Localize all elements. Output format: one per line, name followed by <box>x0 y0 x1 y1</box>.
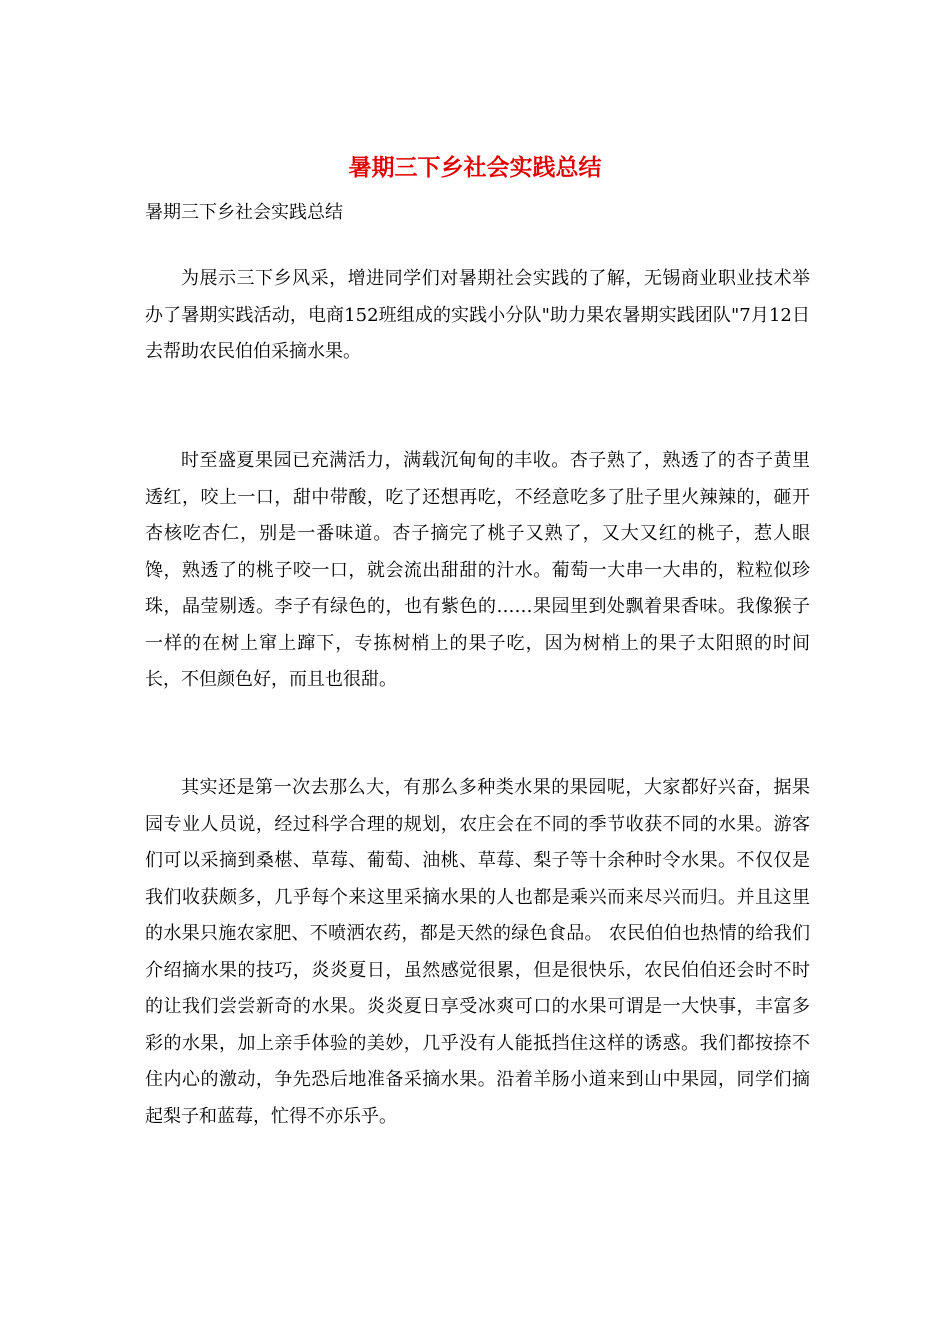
page-title: 暑期三下乡社会实践总结 <box>348 154 602 181</box>
document-subtitle: 暑期三下乡社会实践总结 <box>145 202 343 223</box>
paragraph-orchard: 时至盛夏果园已充满活力，满载沉甸甸的丰收。杏子熟了，熟透了的杏子黄里透红，咬上一口，甜中带酸，吃了还想再吃，不经意吃多了肚子里火辣辣的，砸开杏核吃杏仁，别是一番味道。杏子摘完了桃子又熟了，又大又红的桃子，惹人眼馋，熟透了的桃子咬一口，就会流出甜甜的汁水。葡萄一大串一大串的，粒粒似珍珠，晶莹剔透。李子有绿色的，也有紫色的……果园里到处飘着果香味。我像猴子一样的在树上窜上蹿下，专拣树梢上的果子吃，因为树梢上的果子太阳照的时间长，不但颜色好，而且也很甜。 <box>145 450 810 690</box>
paragraph-experience: 其实还是第一次去那么大，有那么多种类水果的果园呢，大家都好兴奋，据果园专业人员说，经过科学合理的规划，农庄会在不同的季节收获不同的水果。游客们可以采摘到桑椹、草莓、葡萄、油桃、草莓、梨子等十余种时令水果。不仅仅是我们收获颇多，几乎每个来这里采摘水果的人也都是乘兴而来尽兴而归。并且这里的水果只施农家肥、不喷洒农药，都是天然的绿色食品。 农民伯伯也热情的给我们介绍摘水果的技巧，炎炎夏日，虽然感觉很累，但是很快乐，农民伯伯还会时不时的让我们尝尝新奇的水果。炎炎夏日享受冰爽可口的水果可谓是一大快事，丰富多彩的水果，加上亲手体验的美妙，几乎没有人能抵挡住这样的诱惑。我们都按捺不住内心的激动，争先恐后地准备采摘水果。沿着羊肠小道来到山中果园，同学们摘起梨子和蓝莓，忙得不亦乐乎。 <box>145 777 810 1127</box>
paragraph-intro: 为展示三下乡风采，增进同学们对暑期社会实践的了解，无锡商业职业技术举办了暑期实践活动，电商152班组成的实践小分队"助力果农暑期实践团队"7月12日去帮助农民伯伯采摘水果。 <box>145 268 810 362</box>
